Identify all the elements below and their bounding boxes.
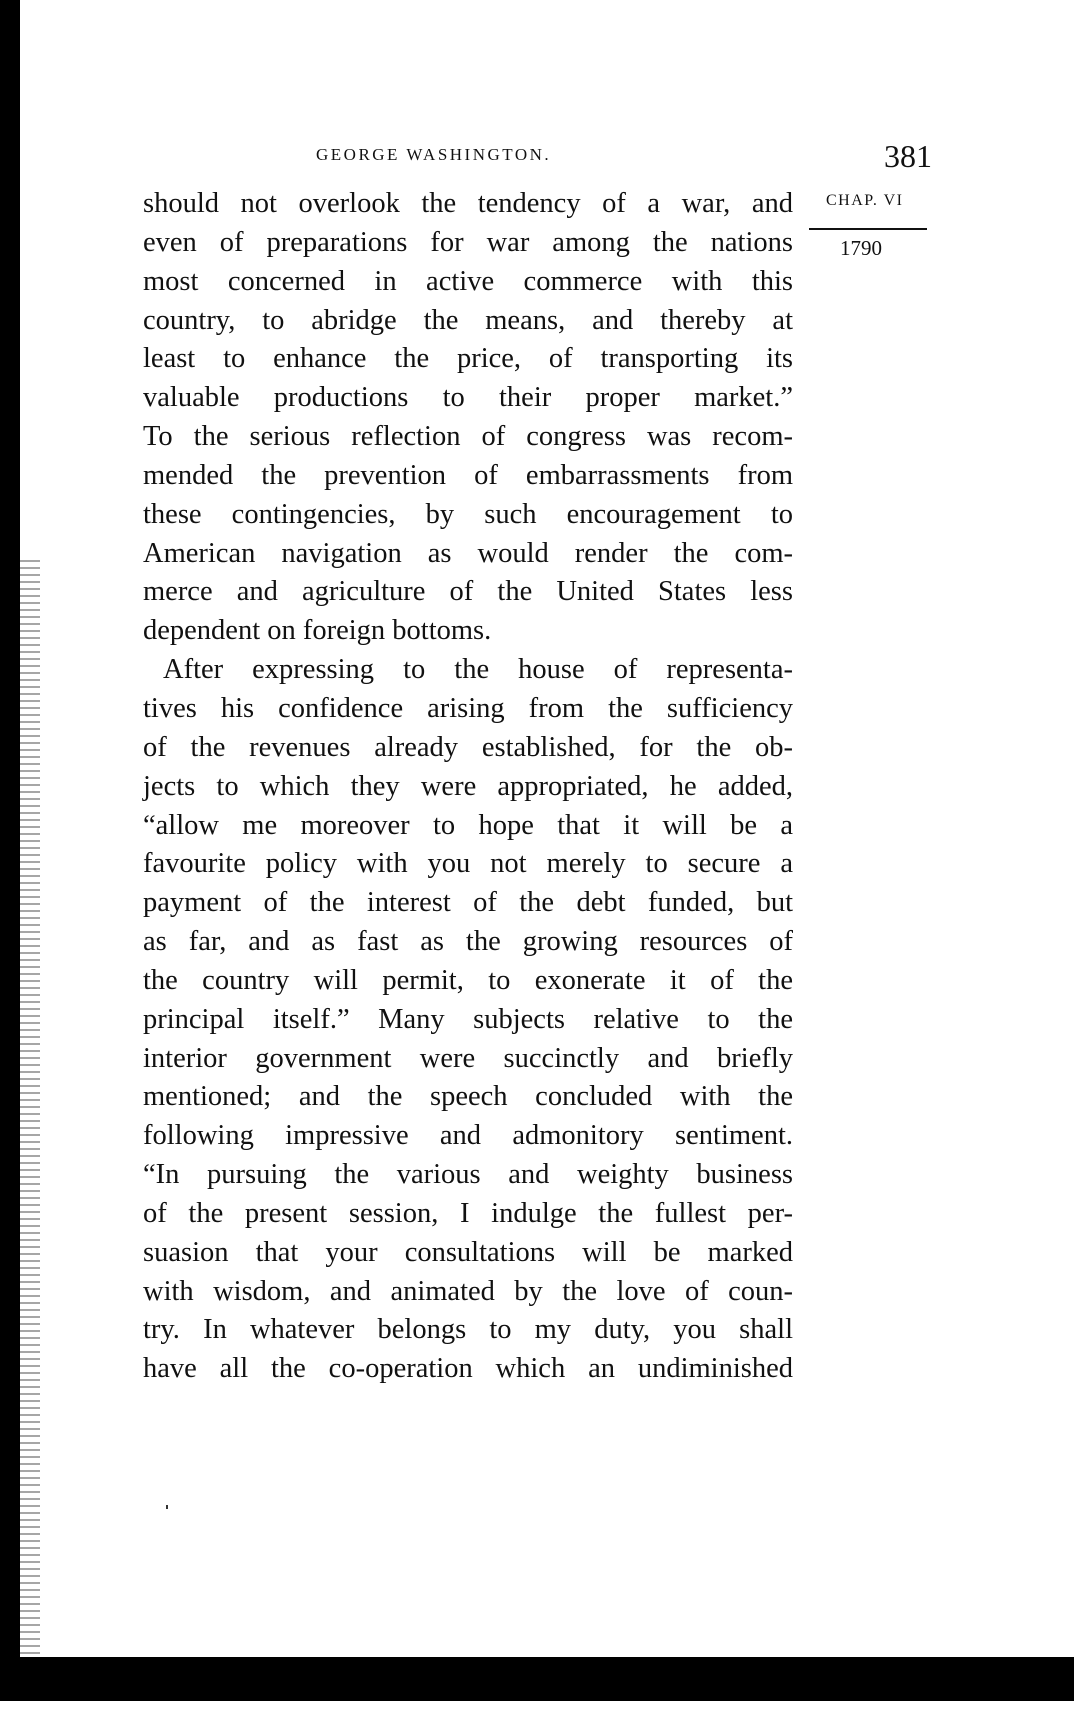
book-binding-edge bbox=[0, 0, 20, 1700]
margin-chapter-label: CHAP. VI bbox=[826, 192, 904, 209]
text-line: with wisdom, and animated by the love of coun- bbox=[143, 1275, 793, 1307]
text-line: of the present session, I indulge the fullest per- bbox=[143, 1197, 793, 1229]
text-line: valuable productions to their proper market.” bbox=[143, 382, 793, 414]
running-head: GEORGE WASHINGTON. bbox=[316, 145, 552, 164]
text-line: jects to which they were appropriated, he added, bbox=[143, 770, 793, 802]
text-line: the country will permit, to exonerate it of the bbox=[143, 964, 793, 996]
text-line: following impressive and admonitory sentiment. bbox=[143, 1120, 793, 1152]
text-line: dependent on foreign bottoms. bbox=[143, 615, 492, 647]
text-line: most concerned in active commerce with this bbox=[143, 265, 793, 297]
text-line: mentioned; and the speech concluded with the bbox=[143, 1081, 793, 1113]
text-line: payment of the interest of the debt funded, but bbox=[143, 887, 793, 919]
text-line: To the serious reflection of congress was recom- bbox=[143, 421, 793, 453]
text-line: favourite policy with you not merely to secure a bbox=[143, 848, 793, 880]
text-line: After expressing to the house of representa- bbox=[163, 654, 793, 686]
text-line: American navigation as would render the com- bbox=[143, 537, 793, 569]
text-line: tives his confidence arising from the sufficiency bbox=[143, 692, 793, 724]
text-line: of the revenues already established, for the ob- bbox=[143, 731, 793, 763]
scan-edge-noise bbox=[18, 560, 40, 1660]
text-line: suasion that your consultations will be marked bbox=[143, 1236, 793, 1268]
text-line: have all the co-operation which an undiminished bbox=[143, 1353, 793, 1385]
text-line: try. In whatever belongs to my duty, you shall bbox=[143, 1314, 793, 1346]
text-line: should not overlook the tendency of a war, and bbox=[143, 188, 793, 219]
margin-year: 1790 bbox=[840, 236, 882, 260]
text-line: “allow me moreover to hope that it will be a bbox=[143, 809, 793, 841]
page-number: 381 bbox=[884, 138, 932, 174]
text-line: “In pursuing the various and weighty business bbox=[143, 1159, 793, 1191]
text-line: these contingencies, by such encouragement to bbox=[143, 498, 793, 530]
text-line: mended the prevention of embarrassments from bbox=[143, 459, 793, 491]
margin-rule bbox=[809, 228, 927, 230]
text-line: even of preparations for war among the nations bbox=[143, 226, 793, 258]
text-line: as far, and as fast as the growing resources of bbox=[143, 926, 793, 958]
body-text bbox=[143, 185, 793, 1389]
scan-speck bbox=[166, 1505, 168, 1509]
scan-bottom-border bbox=[0, 1657, 1074, 1701]
text-line: merce and agriculture of the United States less bbox=[143, 576, 793, 608]
text-line: country, to abridge the means, and thereby at bbox=[143, 304, 793, 336]
text-line: principal itself.” Many subjects relative to the bbox=[143, 1003, 793, 1035]
text-line: interior government were succinctly and briefly bbox=[143, 1042, 793, 1074]
text-line: least to enhance the price, of transporting its bbox=[143, 343, 793, 375]
